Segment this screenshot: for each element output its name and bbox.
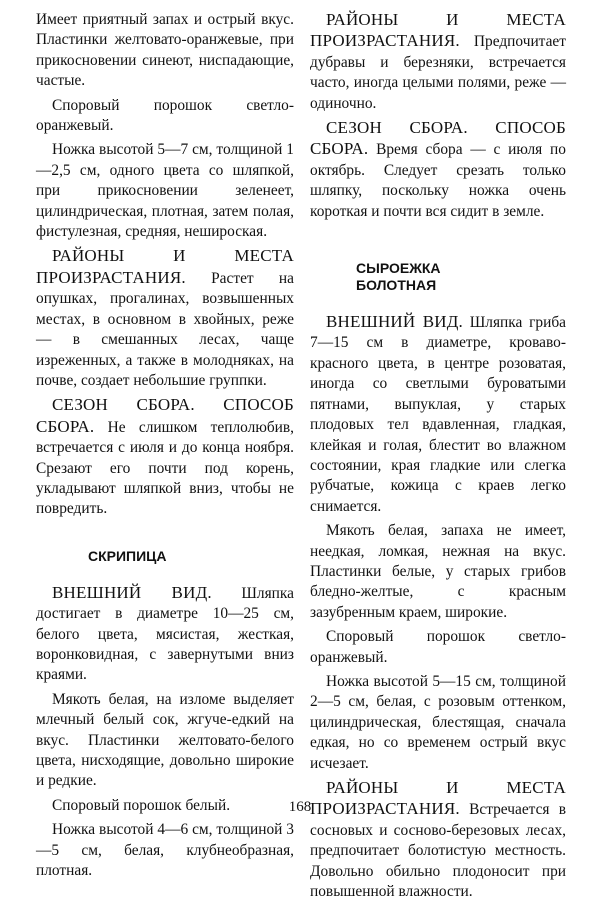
season-subheading-right: СЕЗОН СБОРА. СПОСОБ СБОРА. bbox=[310, 118, 566, 159]
paragraph-flesh: Мякоть белая, на изломе выделяет млечный белый сок, жгуче-едкий на вкус. Пластинки желтовато-белого цвета, нисходящие, довольно широкие и редкие. bbox=[36, 690, 294, 790]
appearance-subheading: ВНЕШНИЙ ВИД. bbox=[52, 582, 212, 602]
mushroom-title-line1: СЫРОЕЖКА bbox=[356, 260, 441, 277]
paragraph-flesh-right: Мякоть белая, запаха не имеет, неедкая, ломкая, нежная на вкус. Пластинки белые, у старых грибов бледно-желтые, с красным зазубренным краем, широкие. bbox=[310, 522, 566, 621]
season-subheading: СЕЗОН СБОРА. СПОСОБ СБОРА. bbox=[36, 395, 294, 436]
regions2-subheading-right: РАЙОНЫ И МЕСТА ПРОИЗРАСТАНИЯ. bbox=[310, 778, 566, 819]
paragraph-appearance-right bbox=[310, 312, 566, 517]
paragraph-taste: Имеет приятный запах и острый вкус. Пластинки желтовато-оранжевые, при прикосновении синеют, ниспадающие, частые. bbox=[36, 11, 294, 90]
paragraph-season bbox=[36, 395, 294, 519]
paragraph-spore-print-2: Споровый порошок белый. bbox=[52, 796, 231, 814]
paragraph-season-right bbox=[310, 118, 566, 222]
mushroom-title-skripitsa: СКРИПИЦА bbox=[88, 547, 167, 564]
paragraph-stem-right: Ножка высотой 5—15 см, толщиной 2—5 см, белая, с розовым оттенком, цилиндрическая, блестящая, сначала едкая, но со временем острый вкус исчезает. bbox=[310, 672, 566, 772]
paragraph-stem: Ножка высотой 5—7 см, толщиной 1—2,5 см, одного цвета со шляпкой, при прикосновении зеленеет, цилиндрическая, плотная, затем полая, фистулезная, средняя, нешироская. bbox=[36, 141, 294, 241]
appearance-text: Шляпка достигает в диаметре 10—25 см, белого цвета, мясистая, жесткая, воронковидная, с завернутыми вниз краями. bbox=[36, 584, 294, 684]
paragraph-spore-print: Споровый порошок светло-оранжевый. bbox=[36, 96, 294, 135]
season-text: Не слишком теплолюбив, встречается с июля и до конца ноября. Срезают его почти под корень, укладывают шляпкой вниз, чтобы не повредить. bbox=[36, 418, 294, 518]
paragraph-regions2-right bbox=[310, 778, 566, 902]
season-text-right: Время сбора — с июля по октябрь. Следует срезать только шляпку, поскольку ножка очень короткая и почти вся сидит в земле. bbox=[310, 141, 566, 220]
regions-text-right: Предпочитает дубравы и березняки, встречается часто, иногда целыми полями, реже — одиночно. bbox=[310, 33, 566, 112]
regions-text: Растет на опушках, прогалинах, возвышенных местах, в основном в хвойных, реже — в смешанных лесах, чаще изреженных, а также в молодняках, на почве, создает небольшие группки. bbox=[36, 269, 294, 389]
regions-subheading: РАЙОНЫ И МЕСТА ПРОИЗРАСТАНИЯ. bbox=[36, 246, 294, 287]
regions-subheading-right: РАЙОНЫ И МЕСТА ПРОИЗРАСТАНИЯ. bbox=[310, 10, 566, 51]
mushroom-title-syroezhka bbox=[310, 260, 566, 294]
left-column bbox=[36, 10, 294, 885]
page-number: 168 bbox=[288, 799, 312, 815]
paragraph-appearance bbox=[36, 583, 294, 686]
mushroom-title-line2: БОЛОТНАЯ bbox=[356, 277, 437, 294]
paragraph-regions bbox=[36, 246, 294, 391]
appearance-subheading-right: ВНЕШНИЙ ВИД. bbox=[326, 312, 463, 332]
paragraph-spore-print-right: Споровый порошок светло-оранжевый. bbox=[310, 628, 566, 666]
paragraph-regions-right bbox=[310, 10, 566, 114]
regions2-text-right: Встречается в сосновых и сосново-березовых лесах, предпочитает болотистую местность. Довольно обильно плодоносит при повышенной влажности. bbox=[310, 801, 566, 901]
appearance-text-right: Шляпка гриба 7—15 см в диаметре, кроваво-красного цвета, в центре розоватая, иногда со светлыми буроватыми пятнами, выпуклая, у старых плодовых тел вдавленная, гладкая, клейкая и голая, блестит во влажном состоянии, края гладкие или слегка рубчатые, кожица с краев легко снимается. bbox=[310, 314, 566, 515]
paragraph-stem-2: Ножка высотой 4—6 см, толщиной 3—5 см, белая, клубнеобразная, плотная. bbox=[36, 821, 294, 880]
right-column bbox=[310, 10, 566, 906]
